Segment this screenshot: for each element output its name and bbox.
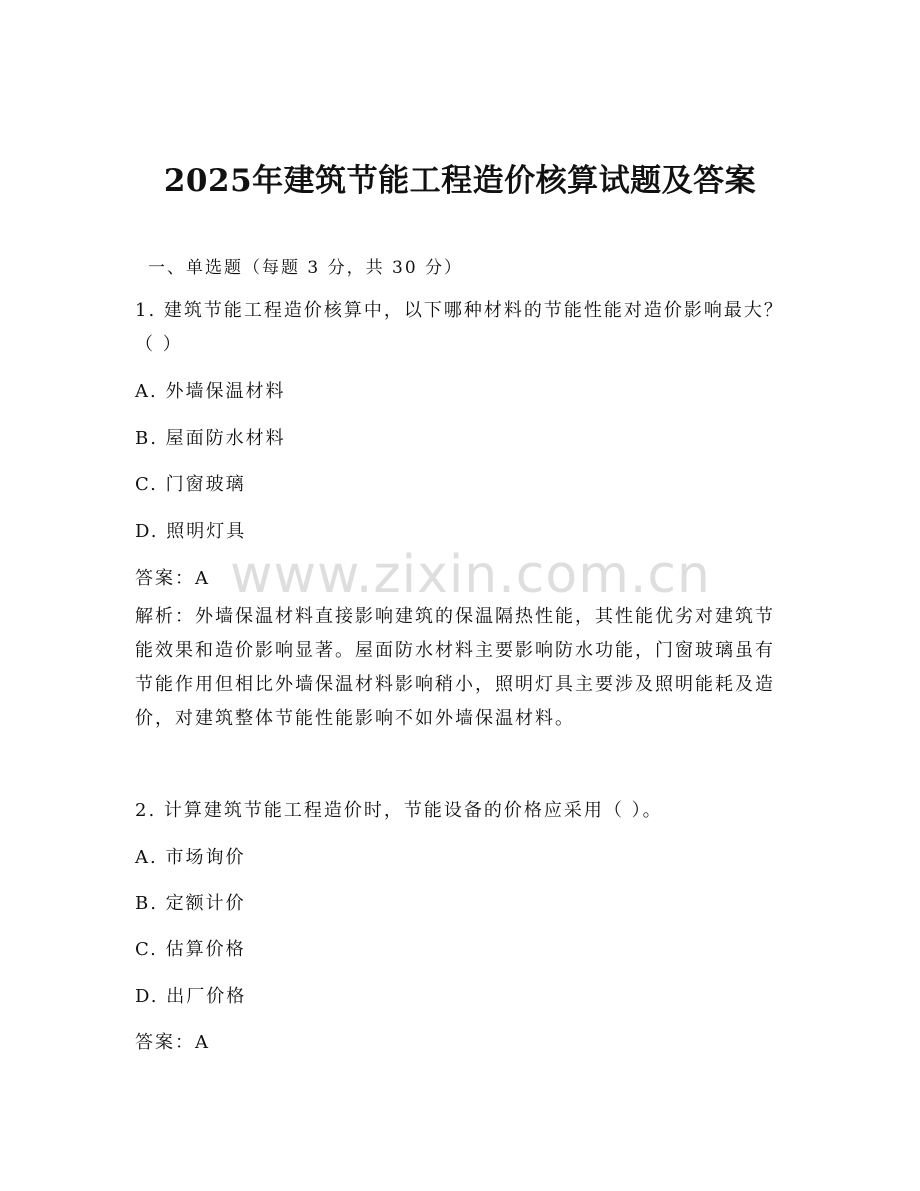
section-heading: 一、单选题（每题 3 分，共 30 分）	[148, 258, 464, 278]
question-1-option-b: B. 屋面防水材料	[135, 428, 286, 449]
document-title: 2025年建筑节能工程造价核算试题及答案	[163, 163, 757, 199]
question-2-option-a: A. 市场询价	[135, 847, 246, 868]
question-1-explanation: 解析：外墙保温材料直接影响建筑的保温隔热性能，其性能优劣对建筑节能效果和造价影响显著。屋面防水材料主要影响防水功能，门窗玻璃虽有节能作用但相比外墙保温材料影响稍小，照明灯具主要涉及照明能耗及造价，对建筑整体节能性能影响不如外墙保温材料。	[135, 606, 775, 729]
question-2-answer: 答案：A	[135, 1032, 210, 1053]
watermark: www.zixin.com.cn	[230, 545, 711, 605]
question-2-option-b: B. 定额计价	[135, 893, 246, 914]
question-2-option-c: C. 估算价格	[135, 939, 246, 960]
question-1-option-d: D. 照明灯具	[135, 521, 247, 542]
question-1-option-c: C. 门窗玻璃	[135, 474, 246, 495]
question-1-option-a: A. 外墙保温材料	[135, 381, 286, 402]
question-2-stem: 2. 计算建筑节能工程造价时，节能设备的价格应采用（ ）。	[135, 800, 663, 821]
question-1-stem: 1. 建筑节能工程造价核算中，以下哪种材料的节能性能对造价影响最大？（ ）	[135, 300, 784, 355]
question-2-option-d: D. 出厂价格	[135, 986, 247, 1007]
question-1-answer: 答案：A	[135, 568, 210, 589]
